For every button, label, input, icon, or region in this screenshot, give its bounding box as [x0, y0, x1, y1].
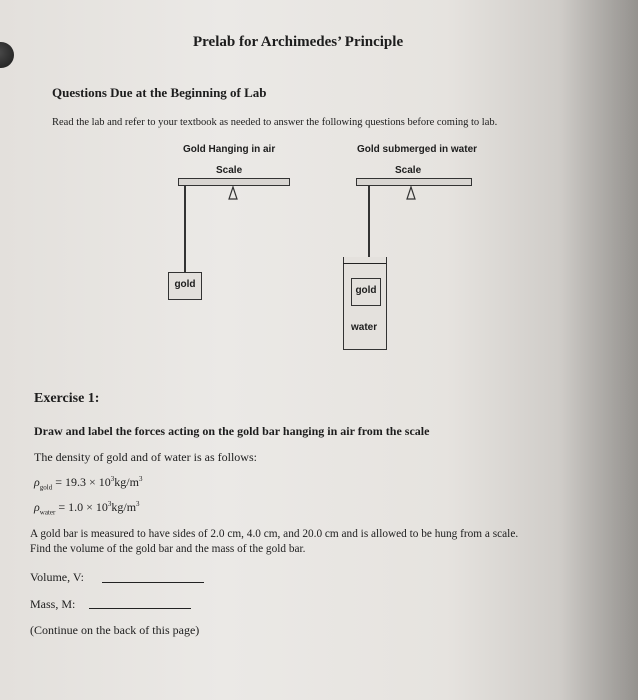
rho-water-unit: kg/m — [111, 500, 137, 514]
continue-note: (Continue on the back of this page) — [30, 623, 200, 637]
right-hook — [405, 186, 417, 202]
rho-water-value: = 1.0 × 10 — [58, 500, 108, 514]
rho-gold-unit-exp: 3 — [138, 475, 143, 483]
left-gold-bar: gold — [168, 272, 202, 300]
rho-water-line: $\rho_{water} = 1.0 \times 10^3kg/m^3$ — [34, 500, 140, 517]
water-surface — [343, 263, 386, 264]
rho-water-unit-exp: 3 — [136, 500, 140, 508]
left-scale-label: Scale — [216, 165, 243, 176]
instructions: Read the lab and refer to your textbook as needed to answer the following questions before coming to lab. — [52, 117, 498, 128]
mass-label: Mass, M: — [30, 597, 76, 611]
left-scale-beam — [178, 178, 290, 186]
mass-answer-blank[interactable] — [89, 608, 191, 609]
right-scale-label: Scale — [395, 165, 422, 176]
right-caption: Gold submerged in water — [357, 144, 478, 155]
rho-gold-exp: 3 — [110, 475, 115, 483]
left-post — [184, 185, 186, 272]
problem-line-2: Find the volume of the gold bar and the mass of the gold bar. — [30, 543, 306, 555]
left-hook — [227, 186, 239, 202]
right-gold-bar: gold — [351, 278, 381, 306]
rho-gold-line: $\rho_{gold} = 19.3 \times 10^3kg/m^3$ — [34, 475, 143, 492]
rho-water-subscript: water — [39, 508, 56, 517]
page-shadow — [558, 0, 638, 700]
density-intro: The density of gold and of water is as follows: — [34, 450, 257, 464]
right-scale-beam — [356, 178, 472, 186]
exercise-task: Draw and label the forces acting on the gold bar hanging in air from the scale — [34, 424, 430, 438]
rho-gold-subscript: gold — [39, 483, 53, 492]
rho-gold-value: = 19.3 × 10 — [55, 475, 111, 489]
problem-line-1: A gold bar is measured to have sides of 2.0 cm, 4.0 cm, and 20.0 cm and is allowed to be hung from a scale. — [30, 528, 519, 540]
volume-answer-blank[interactable] — [102, 582, 204, 583]
exercise-heading: Exercise 1: — [34, 391, 100, 406]
water-label: water — [351, 322, 378, 333]
rho-gold-unit: kg/m — [114, 475, 139, 489]
volume-label: Volume, V: — [30, 570, 85, 584]
page-title: Prelab for Archimedes’ Principle — [193, 34, 404, 50]
left-caption: Gold Hanging in air — [183, 144, 276, 155]
punch-hole — [0, 42, 14, 68]
questions-heading: Questions Due at the Beginning of Lab — [52, 85, 267, 100]
rho-water-exp: 3 — [107, 500, 112, 508]
